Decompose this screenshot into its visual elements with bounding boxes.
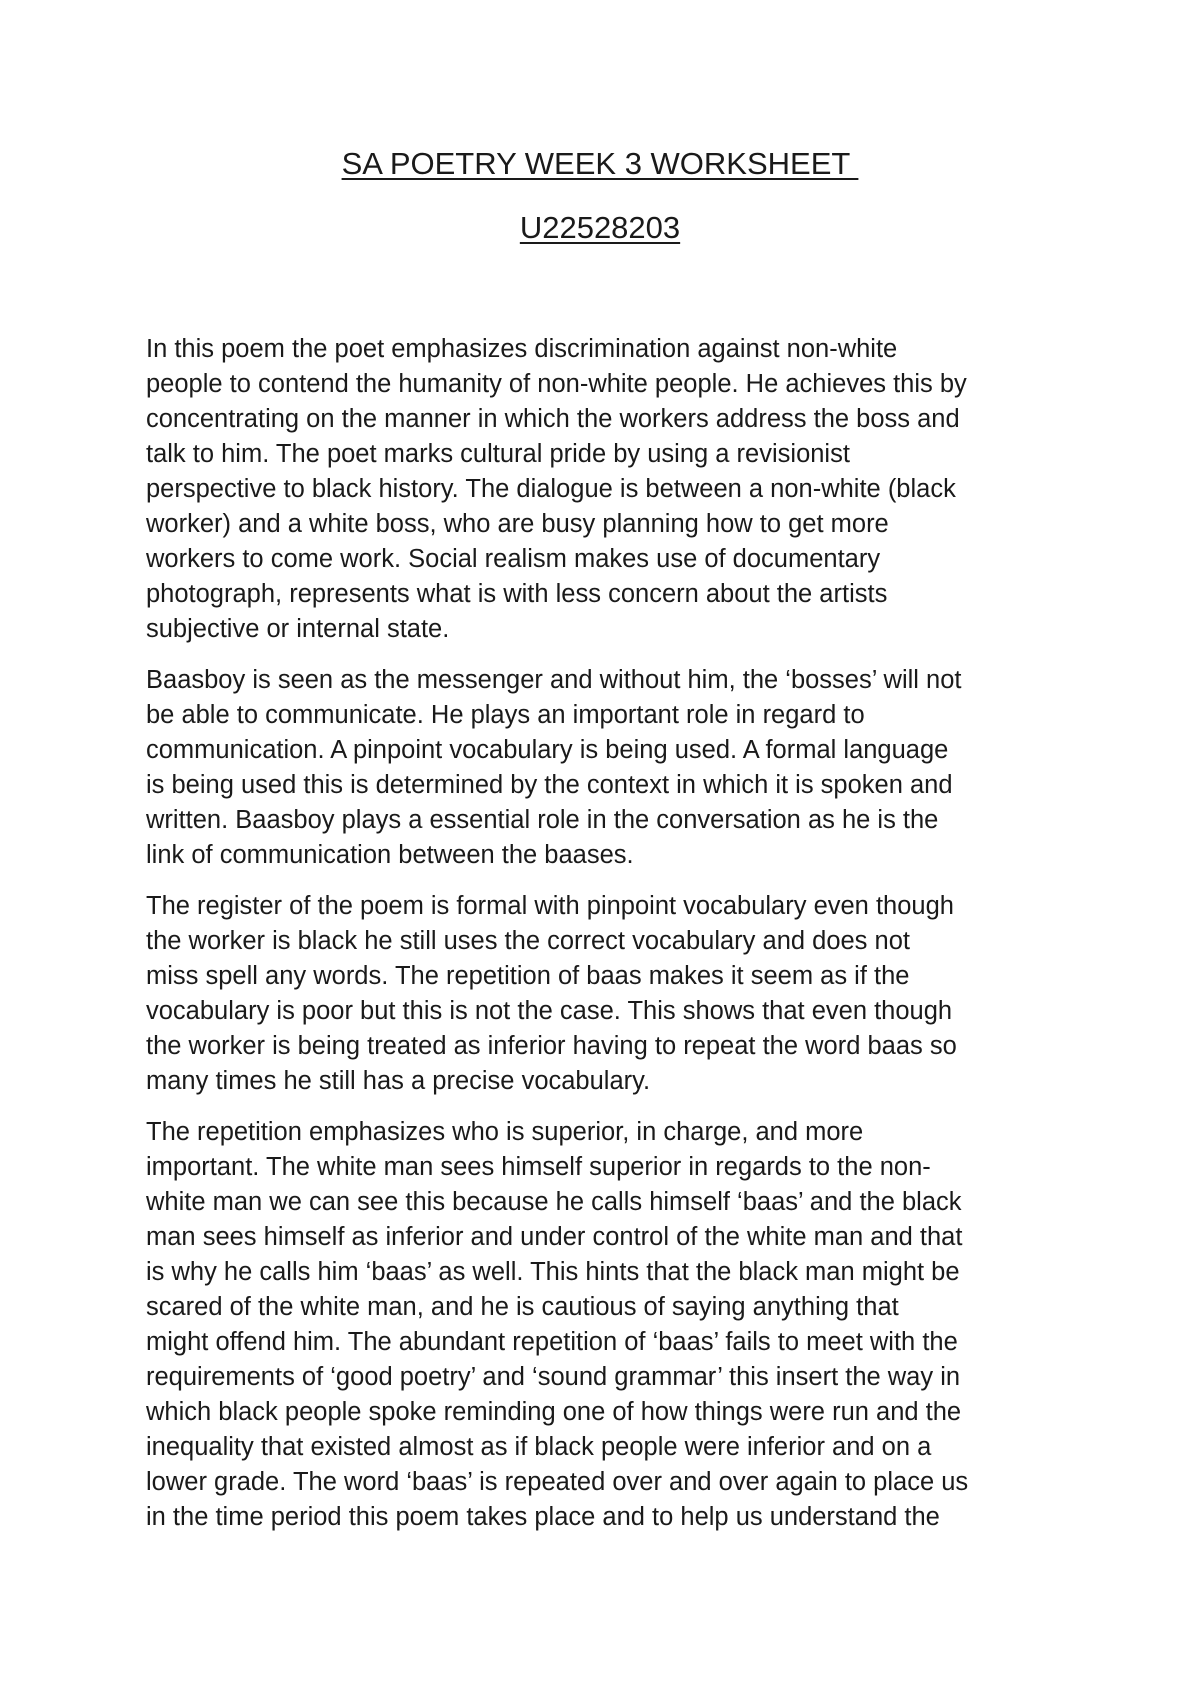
paragraph (146, 889, 1066, 1099)
page-title: SA POETRY WEEK 3 WORKSHEET (341, 146, 859, 181)
paragraph-line: requirements of ‘good poetry’ and ‘sound grammar’ this insert the way in (146, 1363, 961, 1391)
paragraph-line: vocabulary is poor but this is not the case. This shows that even though (146, 997, 953, 1025)
paragraph (146, 332, 1066, 647)
paragraph-line: Baasboy is seen as the messenger and without him, the ‘bosses’ will not (146, 666, 962, 694)
paragraph-line: In this poem the poet emphasizes discrimination against non-white (146, 335, 898, 363)
student-number: U22528203 (519, 210, 681, 245)
paragraph (146, 1115, 1066, 1535)
paragraph-line: be able to communicate. He plays an important role in regard to (146, 701, 865, 729)
paragraph-line: workers to come work. Social realism makes use of documentary (146, 545, 881, 573)
paragraph-line: subjective or internal state. (146, 615, 450, 643)
paragraph-line: the worker is being treated as inferior having to repeat the word baas so (146, 1032, 957, 1060)
paragraph-line: the worker is black he still uses the correct vocabulary and does not (146, 927, 910, 955)
paragraph-line: worker) and a white boss, who are busy planning how to get more (146, 510, 889, 538)
paragraph-line: scared of the white man, and he is cautious of saying anything that (146, 1293, 899, 1321)
paragraph-line: might offend him. The abundant repetition of ‘baas’ fails to meet with the (146, 1328, 958, 1356)
paragraph-line: talk to him. The poet marks cultural pride by using a revisionist (146, 440, 850, 468)
paragraph-line: white man we can see this because he calls himself ‘baas’ and the black (146, 1188, 962, 1216)
paragraph-line: in the time period this poem takes place and to help us understand the (146, 1503, 940, 1531)
paragraph-line: important. The white man sees himself superior in regards to the non- (146, 1153, 931, 1181)
document-body (146, 332, 1066, 1551)
paragraph-line: The register of the poem is formal with pinpoint vocabulary even though (146, 892, 954, 920)
paragraph-line: perspective to black history. The dialogue is between a non-white (black (146, 475, 956, 503)
document-header (0, 146, 1200, 246)
paragraph-line: people to contend the humanity of non-white people. He achieves this by (146, 370, 967, 398)
paragraph-line: concentrating on the manner in which the workers address the boss and (146, 405, 960, 433)
paragraph-line: many times he still has a precise vocabulary. (146, 1067, 651, 1095)
paragraph-line: which black people spoke reminding one of how things were run and the (146, 1398, 962, 1426)
paragraph (146, 663, 1066, 873)
paragraph-line: is why he calls him ‘baas’ as well. This hints that the black man might be (146, 1258, 960, 1286)
paragraph-line: communication. A pinpoint vocabulary is being used. A formal language (146, 736, 949, 764)
paragraph-line: photograph, represents what is with less concern about the artists (146, 580, 888, 608)
paragraph-line: The repetition emphasizes who is superior, in charge, and more (146, 1118, 864, 1146)
paragraph-line: is being used this is determined by the context in which it is spoken and (146, 771, 953, 799)
paragraph-line: written. Baasboy plays a essential role in the conversation as he is the (146, 806, 939, 834)
paragraph-line: link of communication between the baases. (146, 841, 634, 869)
paragraph-line: inequality that existed almost as if black people were inferior and on a (146, 1433, 932, 1461)
paragraph-line: miss spell any words. The repetition of baas makes it seem as if the (146, 962, 910, 990)
paragraph-line: man sees himself as inferior and under control of the white man and that (146, 1223, 963, 1251)
paragraph-line: lower grade. The word ‘baas’ is repeated over and over again to place us (146, 1468, 969, 1496)
